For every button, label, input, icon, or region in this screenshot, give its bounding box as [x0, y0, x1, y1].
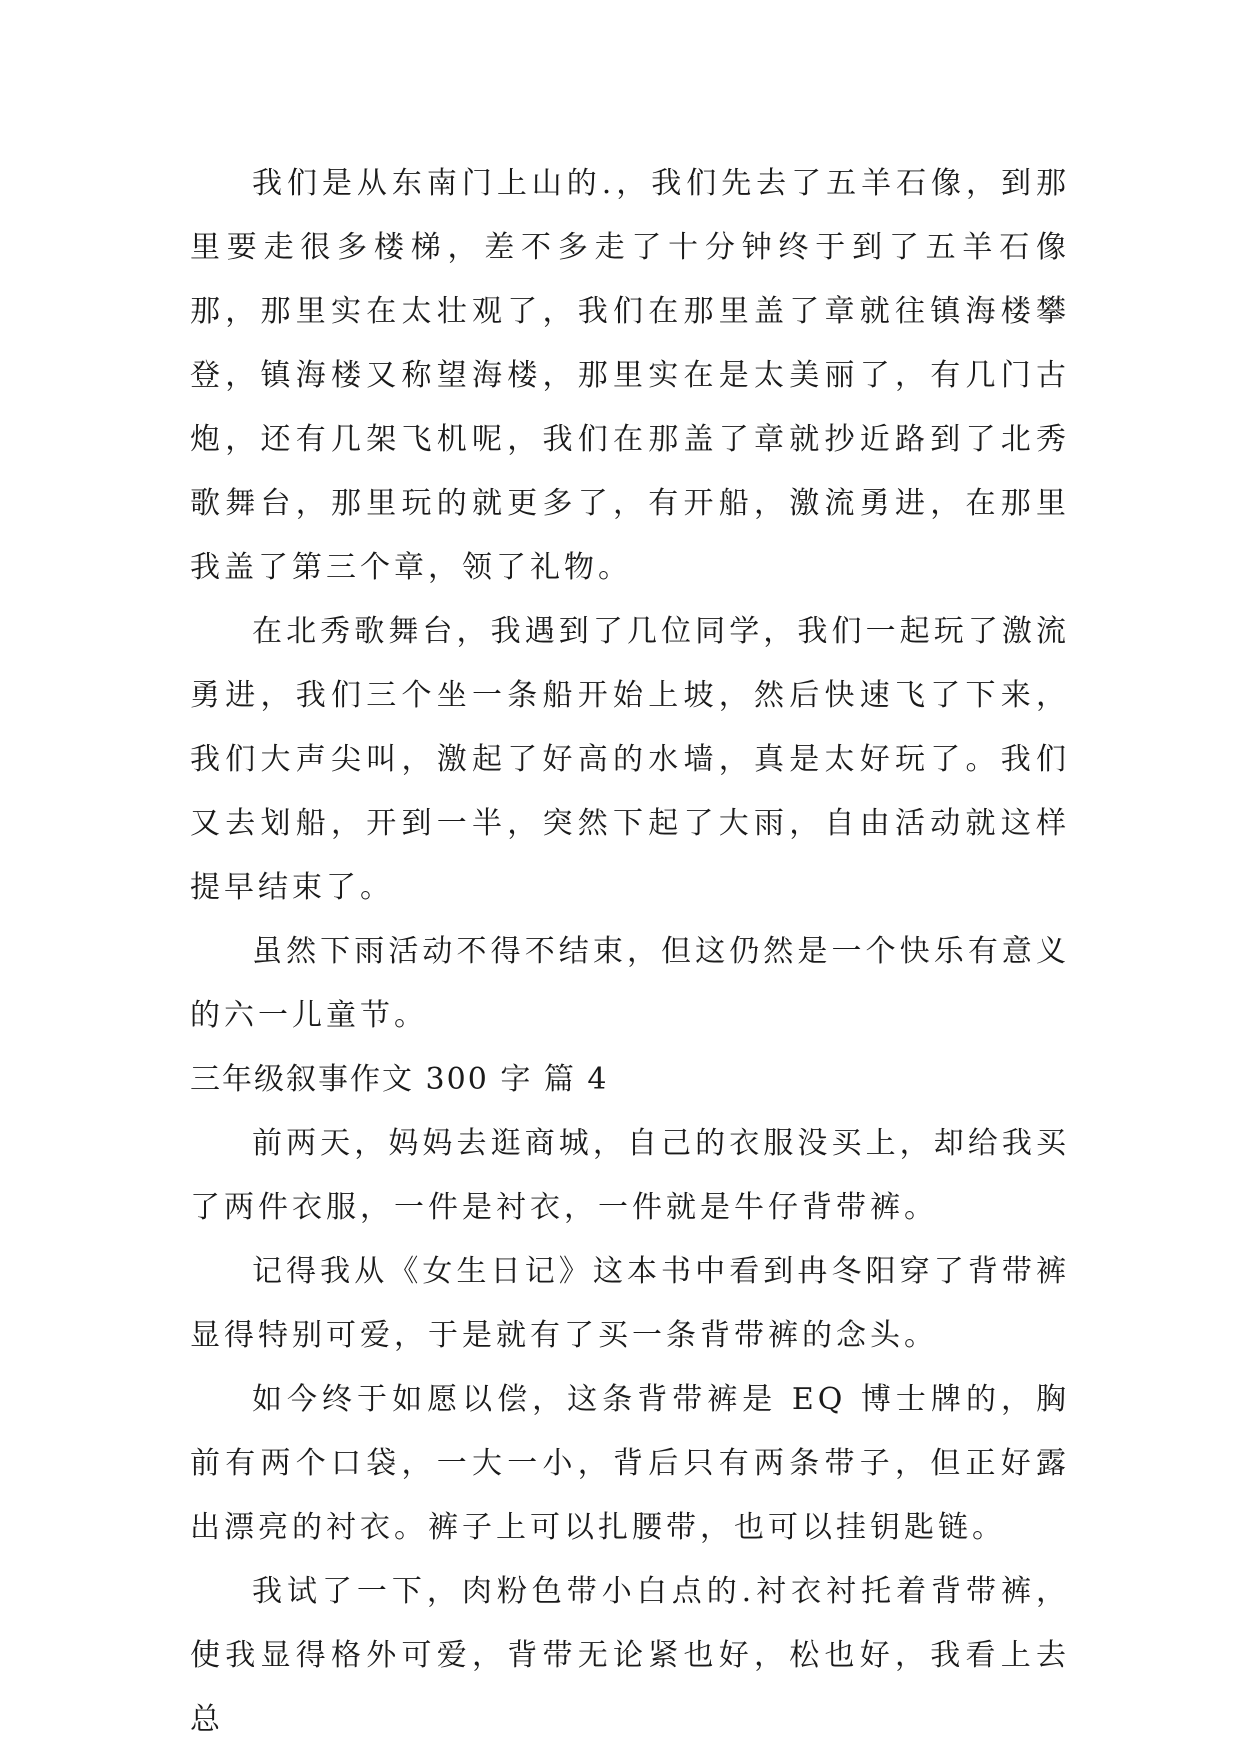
section-heading: 三年级叙事作文 300 字 篇 4	[190, 1062, 609, 1097]
paragraph: 在北秀歌舞台，我遇到了几位同学，我们一起玩了激流勇进，我们三个坐一条船开始上坡，然后快速飞了下来，我们大声尖叫，激起了好高的水墙，真是太好玩了。我们又去划船，开到一半，突然下起了大雨，自由活动就这样提早结束了。	[190, 614, 1070, 905]
paragraph: 如今终于如愿以偿，这条背带裤是 EQ 博士牌的，胸前有两个口袋，一大一小，背后只有两条带子，但正好露出漂亮的衬衣。裤子上可以扎腰带，也可以挂钥匙链。	[190, 1382, 1070, 1545]
paragraph: 虽然下雨活动不得不结束，但这仍然是一个快乐有意义的六一儿童节。	[190, 934, 1070, 1033]
document-body	[190, 152, 1070, 1752]
paragraph: 我试了一下，肉粉色带小白点的.衬衣衬托着背带裤，使我显得格外可爱，背带无论紧也好，松也好，我看上去总	[190, 1574, 1070, 1737]
paragraph: 前两天，妈妈去逛商城，自己的衣服没买上，却给我买了两件衣服，一件是衬衣，一件就是牛仔背带裤。	[190, 1126, 1070, 1225]
paragraph: 记得我从《女生日记》这本书中看到冉冬阳穿了背带裤显得特别可爱，于是就有了买一条背带裤的念头。	[190, 1254, 1070, 1353]
paragraph: 我们是从东南门上山的.，我们先去了五羊石像，到那里要走很多楼梯，差不多走了十分钟终于到了五羊石像那，那里实在太壮观了，我们在那里盖了章就往镇海楼攀登，镇海楼又称望海楼，那里实在是太美丽了，有几门古炮，还有几架飞机呢，我们在那盖了章就抄近路到了北秀歌舞台，那里玩的就更多了，有开船，激流勇进，在那里我盖了第三个章，领了礼物。	[190, 166, 1070, 585]
